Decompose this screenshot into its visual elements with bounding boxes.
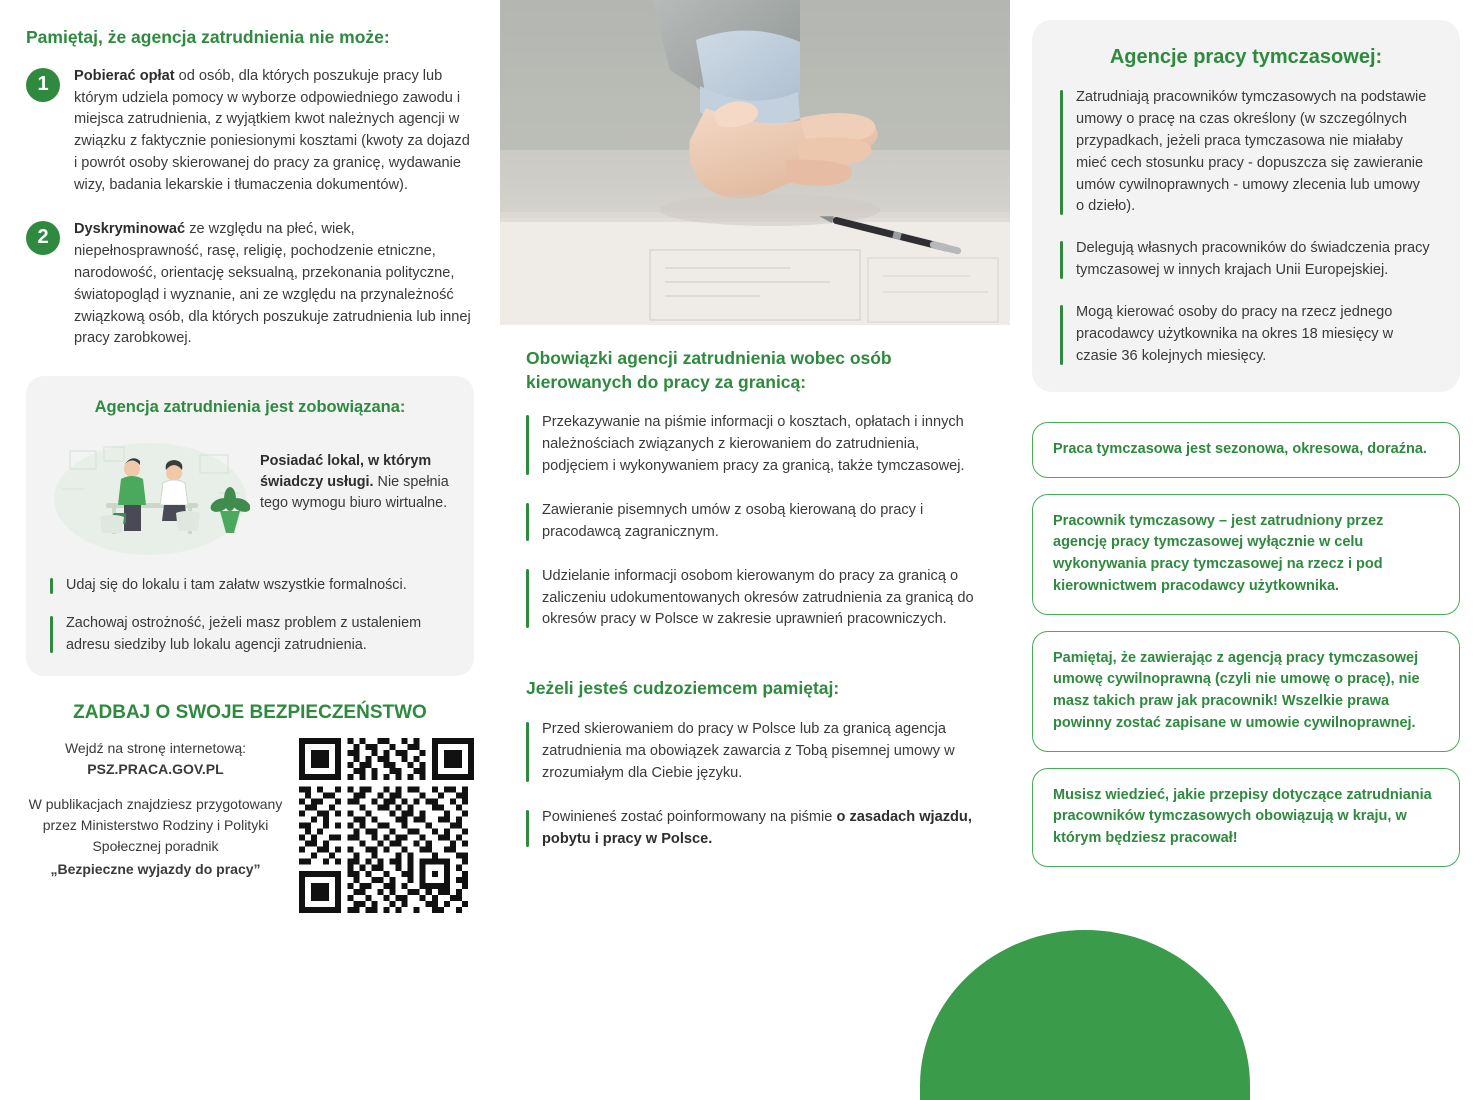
note-box: Pracownik tymczasowy – jest zatrudniony przez agencję pracy tymczasowej wyłącznie w celu wykonywania pracy tymczasowej na rzecz i pod kierownictwem pracodawcy użytkownika. [1032, 494, 1460, 615]
middle-body [500, 325, 1010, 850]
left-column [0, 0, 500, 1040]
qr-code-svg [299, 738, 474, 913]
duties-title: Obowiązki agencji zatrudnienia wobec osób kierowanych do pracy za granicą: [526, 348, 892, 392]
obliged-bullet: Udaj się do lokalu i tam załatw wszystkie formalności. [50, 575, 450, 597]
qr-text [26, 738, 285, 880]
list-item [26, 66, 474, 197]
list-item-rest: od osób, dla których poszukuje pracy lub którym udziela pomocy w wyborze odpowiedniego zawodu i miejsca zatrudnienia, z wyjątkiem kwot należnych agencji w związku z faktycznie poniesionymi kosztami (kwoty za dojazd i powrót osoby skierowanej do pracy za granicę, wydawanie wizy, badania lekarskie i tłumaczenia dokumentów). [74, 67, 470, 194]
right-column [1010, 0, 1482, 1040]
list-item-text [74, 66, 474, 197]
foreigner-bullet-text: Powinieneś zostać poinformowany na piśmie [542, 808, 837, 825]
office-illustration-svg [50, 429, 250, 559]
obliged-title: Agencja zatrudnienia jest zobowiązana: [94, 398, 406, 417]
duty-bullet: Zawieranie pisemnych umów z osobą kierowaną do pracy i pracodawcą zagranicznym. [526, 500, 980, 544]
foreigner-bullet: Przed skierowaniem do pracy w Polsce lub za granicą agencja zatrudnienia ma obowiązek zawarcia z Tobą pisemnej umowy w zrozumiałym dla Ciebie języku. [526, 719, 980, 785]
number-badge: 1 [26, 68, 60, 102]
qr-line1: Wejdź na stronę internetową: [64, 740, 247, 757]
illustration-block [50, 429, 450, 559]
temp-agency-bullet: Zatrudniają pracowników tymczasowych na podstawie umowy o pracę na czas określony (w szczególnych przypadkach, jeżeli praca tymczasowa nie miałaby mieć cech stosunku pracy - dopuszcza się zawieranie umów cywilnoprawnych - umowy zlecenia lub umowy o dzieło). [1060, 87, 1432, 218]
temp-agency-bullet: Delegują własnych pracowników do świadczenia pracy tymczasowej w innych krajach Unii Europejskiej. [1060, 238, 1432, 282]
qr-site: PSZ.PRACA.GOV.PL [87, 761, 224, 778]
list-item-lead: Dyskryminować [74, 220, 186, 237]
temp-agency-card [1032, 20, 1460, 392]
foreigner-bullet-bold: o zasadach wjazdu, pobytu i pracy w Polsce. [542, 808, 972, 847]
note-box: Praca tymczasowa jest sezonowa, okresowa, doraźna. [1032, 422, 1460, 478]
temp-agency-title: Agencje pracy tymczasowej: [1109, 46, 1383, 68]
obliged-bullet: Zachowaj ostrożność, jeżeli masz problem z ustaleniem adresu siedziby lub lokalu agencji zatrudnienia. [50, 613, 450, 656]
note-box: Pamiętaj, że zawierając z agencją pracy tymczasowej umowę cywilnoprawną (czyli nie umowę o pracę), nie masz takich praw jak pracownik! Wszelkie prawa powinny zostać zapisane w umowie cywilnoprawnej. [1032, 631, 1460, 752]
qr-code[interactable] [299, 738, 474, 913]
list-item-rest: ze względu na płeć, wiek, niepełnosprawność, rasę, religię, pochodzenie etniczne, narodowość, orientację seksualną, przekonania polityczne, światopogląd i wyznanie, ani ze względu na przynależność związkową osób, dla których poszukuje zatrudnienia lub innej pracy zarobkowej. [74, 220, 471, 347]
foreigner-title: Jeżeli jesteś cudzoziemcem pamiętaj: [526, 678, 840, 699]
obliged-card [26, 376, 474, 676]
illustration-caption [260, 429, 450, 514]
illustration-caption-rest: Nie spełnia tego wymogu biuro wirtualne. [260, 474, 449, 512]
note-box: Musisz wiedzieć, jakie przepisy dotyczące zatrudniania pracowników tymczasowych obowiązują w kraju, w którym będziesz pracował! [1032, 768, 1460, 867]
list-item [26, 219, 474, 350]
handshake-photo [500, 0, 1010, 325]
handshake-photo-svg [500, 0, 1010, 325]
temp-agency-bullet: Mogą kierować osoby do pracy na rzecz jednego pracodawcy użytkownika na okres 18 miesięcy w czasie 36 kolejnych miesięcy. [1060, 302, 1432, 368]
left-title: Pamiętaj, że agencja zatrudnienia nie może: [26, 27, 390, 47]
list-item-text [74, 219, 474, 350]
qr-line2: W publikacjach znajdziesz przygotowany przez Ministerstwo Rodziny i Polityki Społecznej poradnik [28, 796, 283, 855]
safety-title: ZADBAJ O SWOJE BEZPIECZEŃSTWO [73, 702, 427, 724]
middle-column [500, 0, 1010, 1040]
office-illustration [50, 429, 250, 559]
duty-bullet: Udzielanie informacji osobom kierowanym do pracy za granicą o zaliczeniu udokumentowanych okresów zatrudnienia za granicą do okresów pracy w Polsce w zakresie uprawnień pracowniczych. [526, 566, 980, 632]
foreigner-bullet [526, 807, 980, 851]
number-badge: 2 [26, 221, 60, 255]
qr-row [26, 738, 474, 913]
qr-guide: „Bezpieczne wyjazdy do pracy” [50, 861, 261, 878]
list-item-lead: Pobierać opłat [74, 67, 175, 84]
illustration-caption-bold: Posiadać lokal, w którym świadczy usługi. [260, 453, 432, 491]
duty-bullet: Przekazywanie na piśmie informacji o kosztach, opłatach i innych należnościach związanych z kierowaniem do zatrudnienia, podjęciem i wykonywaniem pracy za granicą, także tymczasowej. [526, 412, 980, 478]
